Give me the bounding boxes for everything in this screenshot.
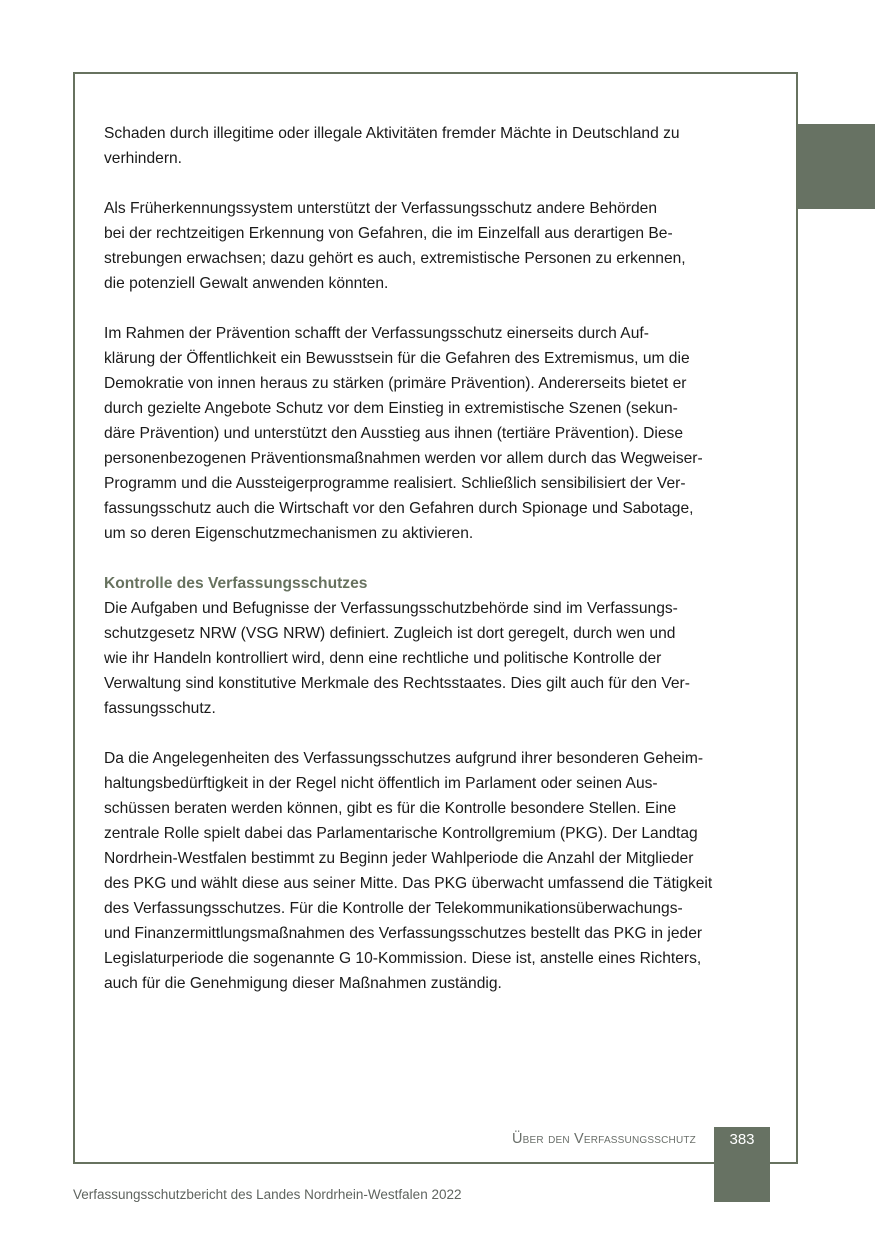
paragraph-1 bbox=[104, 121, 776, 171]
text-line: schüssen beraten werden können, gibt es für die Kontrolle besondere Stellen. Eine bbox=[104, 800, 677, 817]
text-line: wie ihr Handeln kontrolliert wird, denn eine rechtliche und politische Kontrolle der bbox=[104, 650, 662, 667]
paragraph-2 bbox=[104, 196, 776, 296]
text-line: Legislaturperiode die sogenannte G 10-Kommission. Diese ist, anstelle eines Richters, bbox=[104, 950, 702, 967]
text-line: Verwaltung sind konstitutive Merkmale des Rechtsstaates. Dies gilt auch für den Ver- bbox=[104, 675, 690, 692]
text-line: haltungsbedürftigkeit in der Regel nicht öffentlich im Parlament oder seinen Aus- bbox=[104, 775, 658, 792]
text-line: fassungsschutz auch die Wirtschaft vor den Gefahren durch Spionage und Sabotage, bbox=[104, 500, 694, 517]
footer-text: Verfassungsschutzbericht des Landes Nordrhein-Westfalen 2022 bbox=[73, 1187, 462, 1202]
text-line: die potenziell Gewalt anwenden könnten. bbox=[104, 275, 389, 292]
text-line: des Verfassungsschutzes. Für die Kontrolle der Telekommunikationsüberwachungs- bbox=[104, 900, 683, 917]
text-line: durch gezielte Angebote Schutz vor dem Einstieg in extremistische Szenen (sekun- bbox=[104, 400, 678, 417]
text-line: bei der rechtzeitigen Erkennung von Gefahren, die im Einzelfall aus derartigen Be- bbox=[104, 225, 673, 242]
text-line: fassungsschutz. bbox=[104, 700, 216, 717]
text-line: verhindern. bbox=[104, 150, 183, 167]
paragraph-3 bbox=[104, 321, 776, 546]
text-line: däre Prävention) und unterstützt den Ausstieg aus ihnen (tertiäre Prävention). Diese bbox=[104, 425, 684, 442]
text-line: des PKG und wählt diese aus seiner Mitte. Das PKG überwacht umfassend die Tätigkeit bbox=[104, 875, 713, 892]
chapter-side-tab bbox=[798, 124, 875, 209]
text-line: strebungen erwachsen; dazu gehört es auch, extremistische Personen zu erkennen, bbox=[104, 250, 686, 267]
running-header: Über den Verfassungsschutz bbox=[512, 1131, 696, 1147]
main-content bbox=[104, 121, 776, 996]
text-line: auch für die Genehmigung dieser Maßnahmen zuständig. bbox=[104, 975, 502, 992]
text-line: personenbezogenen Präventionsmaßnahmen werden vor allem durch das Wegweiser- bbox=[104, 450, 703, 467]
text-line: klärung der Öffentlichkeit ein Bewusstsein für die Gefahren des Extremismus, um die bbox=[104, 350, 690, 367]
section-paragraph-1 bbox=[104, 571, 776, 721]
section-paragraph-2 bbox=[104, 746, 776, 996]
text-line: Als Früherkennungssystem unterstützt der Verfassungsschutz andere Behörden bbox=[104, 200, 658, 217]
page-number-box bbox=[714, 1127, 770, 1202]
text-line: Demokratie von innen heraus zu stärken (primäre Prävention). Andererseits bietet er bbox=[104, 375, 687, 392]
text-line: schutzgesetz NRW (VSG NRW) definiert. Zugleich ist dort geregelt, durch wen und bbox=[104, 625, 676, 642]
text-line: zentrale Rolle spielt dabei das Parlamentarische Kontrollgremium (PKG). Der Landtag bbox=[104, 825, 698, 842]
text-line: und Finanzermittlungsmaßnahmen des Verfassungsschutzes bestellt das PKG in jeder bbox=[104, 925, 703, 942]
text-line: Schaden durch illegitime oder illegale Aktivitäten fremder Mächte in Deutschland zu bbox=[104, 125, 680, 142]
text-line: Da die Angelegenheiten des Verfassungsschutzes aufgrund ihrer besonderen Geheim- bbox=[104, 750, 704, 767]
section-heading: Kontrolle des Verfassungsschutzes bbox=[104, 575, 368, 592]
text-line: Nordrhein-Westfalen bestimmt zu Beginn jeder Wahlperiode die Anzahl der Mitglieder bbox=[104, 850, 694, 867]
text-line: Im Rahmen der Prävention schafft der Verfassungsschutz einerseits durch Auf- bbox=[104, 325, 649, 342]
text-line: Die Aufgaben und Befugnisse der Verfassungsschutzbehörde sind im Verfassungs- bbox=[104, 600, 678, 617]
page-number: 383 bbox=[729, 1131, 755, 1148]
text-line: um so deren Eigenschutzmechanismen zu aktivieren. bbox=[104, 525, 474, 542]
text-line: Programm und die Aussteigerprogramme realisiert. Schließlich sensibilisiert der Ver- bbox=[104, 475, 686, 492]
